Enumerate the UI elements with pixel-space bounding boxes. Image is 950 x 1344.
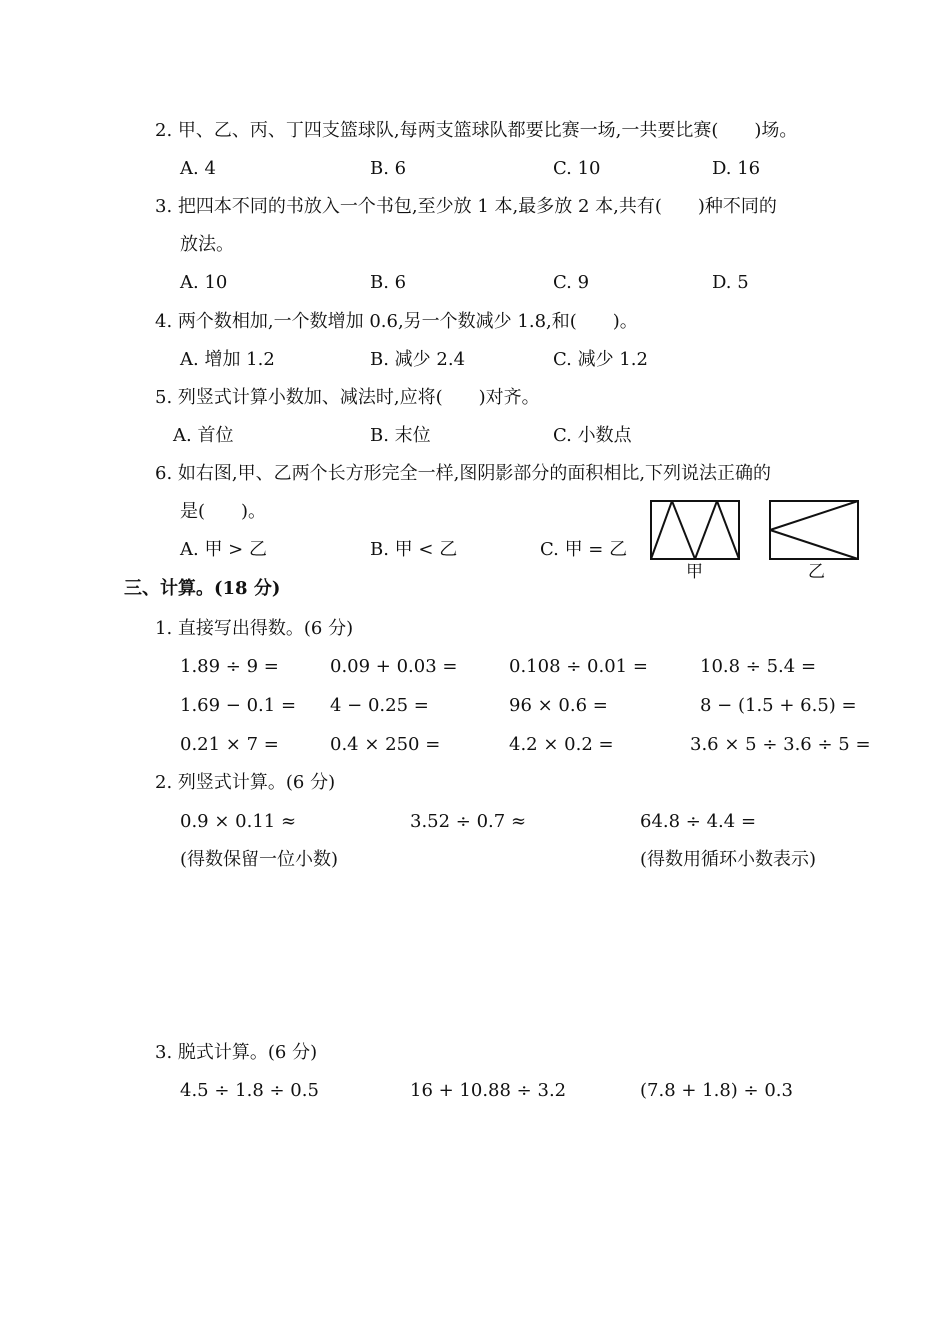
figure-jia	[650, 500, 740, 562]
question-6-option-c: C. 甲 = 乙	[540, 539, 628, 560]
calc-item: 0.108 ÷ 0.01 =	[509, 656, 648, 677]
question-6-text-line2: 是( )。	[180, 501, 267, 522]
vertical-calc-item: 3.52 ÷ 0.7 ≈	[410, 811, 527, 832]
section-3-title: 三、计算。(18 分)	[124, 578, 281, 599]
calc-item: 1.89 ÷ 9 =	[180, 656, 279, 677]
figure-jia-line	[717, 501, 739, 559]
question-2-option-c: C. 10	[553, 158, 601, 179]
figure-yi-line	[770, 530, 858, 559]
question-6-option-a: A. 甲 > 乙	[180, 539, 267, 560]
calc-item: 8 − (1.5 + 6.5) =	[700, 695, 857, 716]
question-2-text: 2. 甲、乙、丙、丁四支篮球队,每两支篮球队都要比赛一场,一共要比赛( )场。	[155, 120, 798, 141]
question-2-option-a: A. 4	[180, 158, 216, 179]
question-2-option-b: B. 6	[370, 158, 407, 179]
step-calc-item: (7.8 + 1.8) ÷ 0.3	[640, 1080, 793, 1101]
question-5-option-b: B. 末位	[370, 425, 431, 446]
question-3-text-line2: 放法。	[180, 234, 234, 255]
part-3-title: 3. 脱式计算。(6 分)	[155, 1042, 318, 1063]
calc-item: 4 − 0.25 =	[330, 695, 429, 716]
calc-item: 0.21 × 7 =	[180, 734, 279, 755]
question-3-option-d: D. 5	[712, 272, 749, 293]
vertical-calc-item: 64.8 ÷ 4.4 =	[640, 811, 757, 832]
question-4-option-c: C. 减少 1.2	[553, 349, 648, 370]
question-6-text-line1: 6. 如右图,甲、乙两个长方形完全一样,图阴影部分的面积相比,下列说法正确的	[155, 463, 772, 484]
question-5-option-a: A. 首位	[173, 425, 234, 446]
calc-item: 10.8 ÷ 5.4 =	[700, 656, 817, 677]
figure-jia-frame	[651, 501, 739, 559]
figure-jia-line	[695, 501, 717, 559]
question-3-option-b: B. 6	[370, 272, 407, 293]
figure-yi-label: 乙	[808, 562, 825, 582]
figure-yi-frame	[770, 501, 858, 559]
calc-item: 3.6 × 5 ÷ 3.6 ÷ 5 =	[690, 734, 871, 755]
question-6-option-b: B. 甲 < 乙	[370, 539, 458, 560]
calc-item: 0.09 + 0.03 =	[330, 656, 458, 677]
question-4-text: 4. 两个数相加,一个数增加 0.6,另一个数减少 1.8,和( )。	[155, 311, 638, 332]
figure-jia-line	[672, 501, 695, 559]
calc-item: 96 × 0.6 =	[509, 695, 608, 716]
part-1-title: 1. 直接写出得数。(6 分)	[155, 618, 354, 639]
repeating-decimal-note: (得数用循环小数表示)	[640, 849, 817, 870]
question-5-text: 5. 列竖式计算小数加、减法时,应将( )对齐。	[155, 387, 540, 408]
part-2-title: 2. 列竖式计算。(6 分)	[155, 772, 336, 793]
question-4-option-b: B. 减少 2.4	[370, 349, 466, 370]
rounding-note: (得数保留一位小数)	[180, 849, 339, 870]
figure-yi-line	[770, 501, 858, 530]
question-3-option-a: A. 10	[180, 272, 228, 293]
figure-jia-label: 甲	[686, 562, 703, 582]
calc-item: 1.69 − 0.1 =	[180, 695, 297, 716]
question-4-option-a: A. 增加 1.2	[180, 349, 275, 370]
figure-yi	[769, 500, 859, 562]
vertical-calc-item: 0.9 × 0.11 ≈	[180, 811, 297, 832]
question-3-text-line1: 3. 把四本不同的书放入一个书包,至少放 1 本,最多放 2 本,共有( )种不同的	[155, 196, 777, 217]
figure-jia-line	[651, 501, 672, 559]
step-calc-item: 16 + 10.88 ÷ 3.2	[410, 1080, 567, 1101]
question-5-option-c: C. 小数点	[553, 425, 632, 446]
calc-item: 0.4 × 250 =	[330, 734, 441, 755]
calc-item: 4.2 × 0.2 =	[509, 734, 614, 755]
question-3-option-c: C. 9	[553, 272, 590, 293]
step-calc-item: 4.5 ÷ 1.8 ÷ 0.5	[180, 1080, 319, 1101]
question-2-option-d: D. 16	[712, 158, 761, 179]
